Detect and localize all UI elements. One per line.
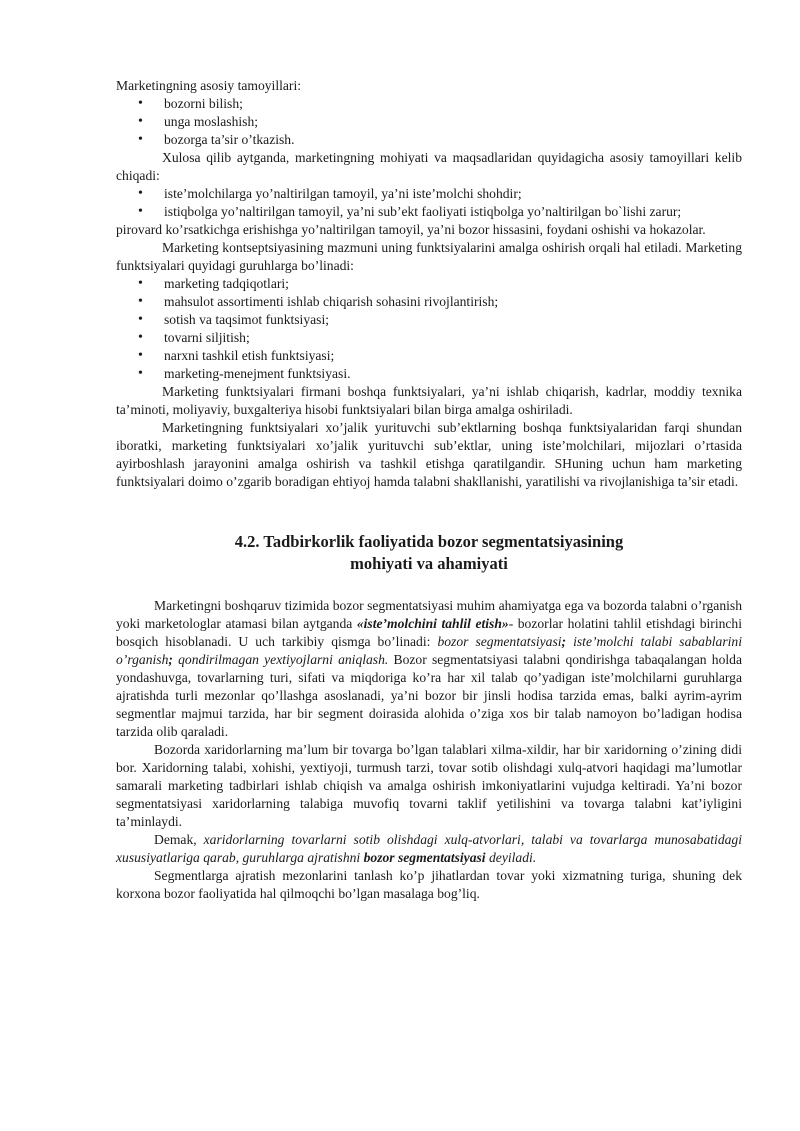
key-term: bozor segmentatsiyasi <box>363 850 486 865</box>
principles-list <box>116 95 742 149</box>
separator: ; <box>168 652 179 667</box>
emphasis: deyiladi. <box>485 850 537 865</box>
list-item: • istiqbolga yo’naltirilgan tamoyil, ya’ni sub’ekt faoliyati istiqbolga yo’naltirilgan bo`lishi zarur; <box>116 203 742 221</box>
principles-title: Marketingning asosiy tamoyillari: <box>116 78 301 93</box>
list-item: • bozorni bilish; <box>116 95 742 113</box>
text-run: - bozorlar holatini tahlil etishdagi birinchi bosqich hisoblanadi. U uch tarkibiy qismga bo’linadi: <box>116 616 743 649</box>
emphasis: qondirilmagan yextiyojlarni aniqlash. <box>178 652 389 667</box>
emphasis: bozor segmentatsiyasi <box>437 634 562 649</box>
separator: ; <box>561 634 574 649</box>
section-heading-line-1: 4.2. Tadbirkorlik faoliyatida bozor segmentatsiyasining <box>234 532 624 551</box>
functions-paragraph: Marketing kontseptsiyasining mazmuni uning funktsiyalarini amalga oshirish orqali hal etiladi. Marketing funktsiyalari quyidagi guruhlarga bo’linadi: <box>116 240 742 273</box>
emphasis: xaridorlarning tovarlarni sotib olishdagi xulq-atvorlari, talabi va tovarlarga munosabatidagi xususiyatlariga qarab, guruhlarga ajratishni <box>116 832 742 865</box>
document-page <box>116 77 742 903</box>
section-paragraph-4: Segmentlarga ajratish mezonlarini tanlash ko’p jihatlardan tovar yoki xizmatning turiga, shuning dek korxona bozor faoliyatida hal qilmoqchi bo’lgan masalaga bog’liq. <box>116 868 742 901</box>
emphasis: iste’molchi talabi sabablarini o’rganish <box>116 634 742 667</box>
list-item: • marketing-menejment funktsiyasi. <box>116 365 742 383</box>
list-item: • mahsulot assortimenti ishlab chiqarish sohasini rivojlantirish; <box>116 293 742 311</box>
section-heading <box>116 531 742 575</box>
list-item: • marketing tadqiqotlari; <box>116 275 742 293</box>
text-run: Bozor segmentatsiyasi talabni qondirishga tabaqalangan holda yondashuvga, tovarlarning turi, sifati va miqdoriga ko’ra har xil talab qo’yadigan iste’molchilarni guruhlarga ajratishda turli mezonlar qo’llashga asoslanadi, ya’ni bozor bir jinsli hodisa tarzida emas, balki ayrim-ayrim segmentlar majmui tarzida, har bir segment doirasida alohida o’ziga xos bir talab namoyon bo’ladigan hodisa tarzida olib qaraladi. <box>116 652 742 739</box>
functions-paragraph-1: Marketing funktsiyalari firmani boshqa funktsiyalari, ya’ni ishlab chiqarish, kadrlar, moddiy texnika ta’minoti, moliyaviy, buxgalteriya hisobi funktsiyalari bilan birga amalga oshiriladi. <box>116 384 742 417</box>
list-item: • bozorga ta’sir o’tkazish. <box>116 131 742 149</box>
section-heading-line-2: mohiyati va ahamiyati <box>350 554 508 573</box>
summary-continuation: pirovard ko’rsatkichga erishishga yo’naltirilgan tamoyil, ya’ni bozor hissasini, foydani oshishi va hokazolar. <box>116 222 706 237</box>
section-paragraph-3 <box>116 831 742 867</box>
section-paragraph-2: Bozorda xaridorlarning ma’lum bir tovarga bo’lgan talablari xilma-xildir, har bir xaridorning o’zining didi bor. Xaridorning talabi, xohishi, yextiyoji, turmush tarzi, tovar sotib olishdagi xulq-atvori haqidagi ma’lumotlar samarali marketing tadbirlari ishlab chiqish va amalga oshirish imkoniyatlarini vujudga keltiradi. Ya’ni bozor segmentatsiyasi xaridorlarning talabiga muvofiq tovarni taklif yetilishini va tovarga talabni kat’iyligini ta’minlaydi. <box>116 742 742 829</box>
functions-paragraph-2: Marketingning funktsiyalari xo’jalik yurituvchi sub’ektlarning boshqa funktsiyalaridan farqi shundan iboratki, marketing funktsiyalari xo’jalik yurituvchi sub’ektlar, uning iste’molchilari, mijozlari o’rtasida ayirboshlash jarayonini amalga oshirish va tashkil etishga qaratilgandir. SHuning uchun ham marketing funktsiyalari doimo o’zgarib boradigan ehtiyoj hamda talabni shakllanishi, yaratilishi va rivojlanishiga ta’sir etadi. <box>116 420 742 489</box>
list-item: • unga moslashish; <box>116 113 742 131</box>
summary-paragraph: Xulosa qilib aytganda, marketingning mohiyati va maqsadlaridan quyidagicha asosiy tamoyillari kelib chiqadi: <box>116 150 742 183</box>
text-run: Demak, <box>154 832 204 847</box>
list-item: • tovarni siljitish; <box>116 329 742 347</box>
functions-list <box>116 275 742 383</box>
list-item: • iste’molchilarga yo’naltirilgan tamoyil, ya’ni iste’molchi shohdir; <box>116 185 742 203</box>
list-item: • narxni tashkil etish funktsiyasi; <box>116 347 742 365</box>
summary-list <box>116 185 742 221</box>
text-run: Marketingni boshqaruv tizimida bozor segmentatsiyasi muhim ahamiyatga ega va bozorda talabni o’rganish yoki marketologlar atamasi bilan aytganda <box>116 598 742 631</box>
emphasis: «iste’molchini tahlil etish» <box>356 616 509 631</box>
section-paragraph-1 <box>116 597 742 741</box>
list-item: • sotish va taqsimot funktsiyasi; <box>116 311 742 329</box>
